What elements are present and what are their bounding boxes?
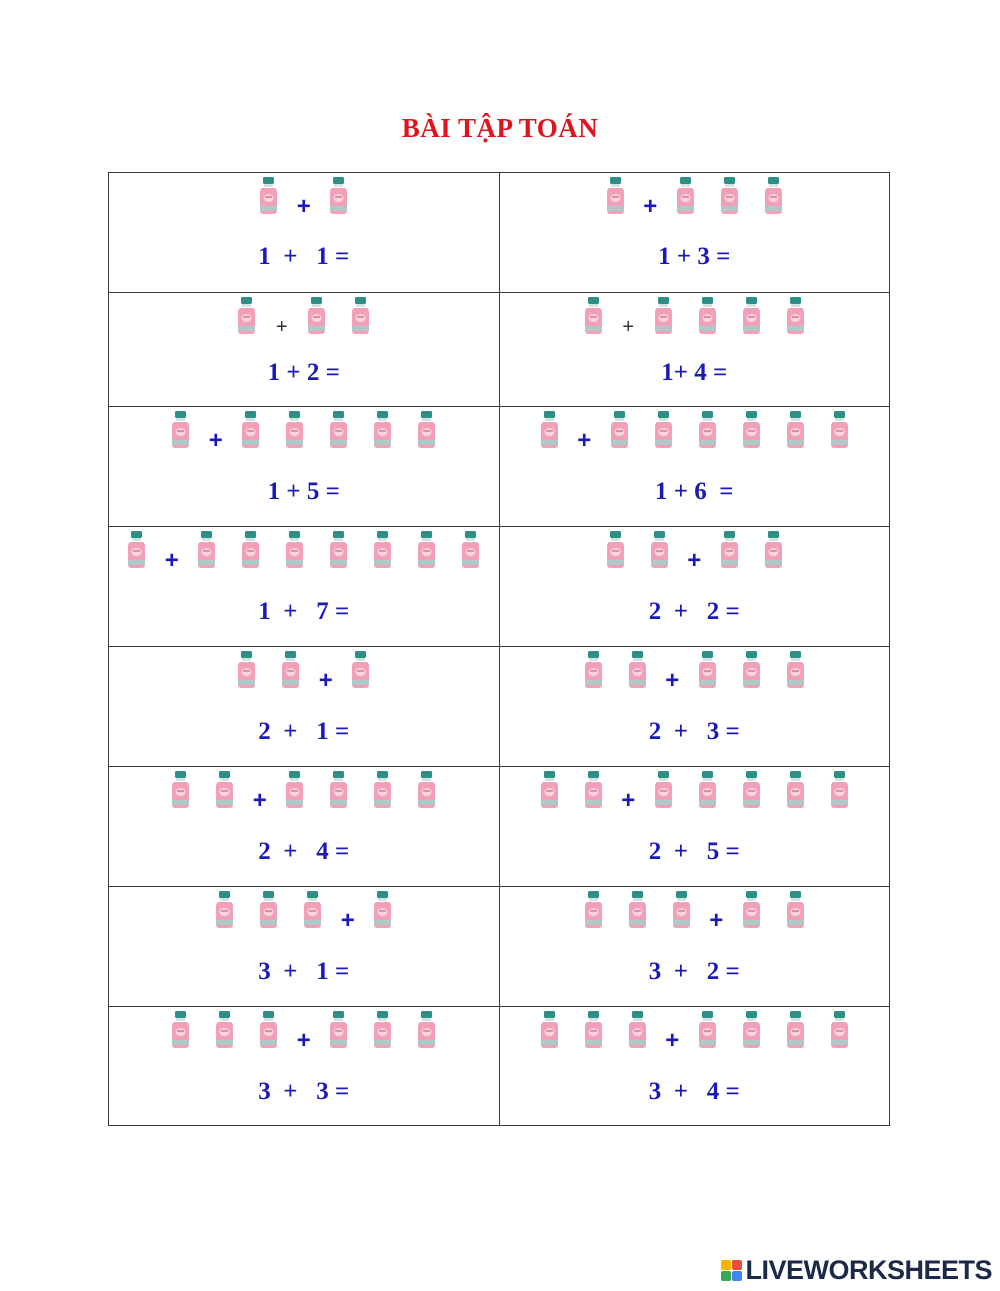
pink-bottle-icon	[729, 297, 773, 335]
pink-bottle-icon	[361, 531, 405, 569]
pink-bottle-icon	[229, 531, 273, 569]
pink-bottle-icon	[707, 177, 751, 215]
exercise-cell	[499, 527, 890, 647]
plus-sign: +	[621, 787, 636, 814]
exercise-row	[109, 1007, 890, 1126]
exercise-cell	[499, 887, 890, 1007]
pink-bottle-icon	[203, 771, 247, 809]
plus-sign: +	[296, 1027, 311, 1054]
exercise-cell	[109, 887, 500, 1007]
pink-bottle-icon	[527, 411, 571, 449]
plus-sign: +	[252, 787, 267, 814]
equation-text: 2 + 5 =	[648, 838, 740, 865]
pink-bottle-icon	[637, 531, 681, 569]
pink-bottle-icon	[317, 771, 361, 809]
bottle-group	[109, 651, 499, 693]
exercise-row	[109, 527, 890, 647]
pink-bottle-icon	[405, 411, 449, 449]
pink-bottle-icon	[159, 771, 203, 809]
pink-bottle-icon	[247, 1011, 291, 1049]
pink-bottle-icon	[817, 411, 861, 449]
pink-bottle-icon	[729, 771, 773, 809]
logo-text: LIVEWORKSHEETS	[745, 1255, 992, 1285]
plus-sign: +	[275, 316, 288, 338]
plus-sign: +	[622, 316, 635, 338]
bottle-group	[500, 1011, 890, 1053]
logo-badge-icon	[721, 1260, 742, 1281]
equation-text: 1+ 4 =	[661, 359, 728, 386]
pink-bottle-icon	[185, 531, 229, 569]
bottle-group	[109, 177, 499, 219]
pink-bottle-icon	[115, 531, 159, 569]
pink-bottle-icon	[773, 297, 817, 335]
equation-text: 3 + 4 =	[648, 1078, 740, 1105]
exercise-table	[108, 172, 890, 1126]
exercise-cell	[109, 407, 500, 527]
page-title: BÀI TẬP TOÁN	[401, 113, 599, 143]
pink-bottle-icon	[317, 531, 361, 569]
pink-bottle-icon	[405, 771, 449, 809]
plus-sign: +	[687, 547, 702, 574]
pink-bottle-icon	[571, 297, 615, 335]
exercise-cell	[109, 1007, 500, 1126]
pink-bottle-icon	[571, 1011, 615, 1049]
pink-bottle-icon	[685, 651, 729, 689]
equation-text: 1 + 5 =	[267, 478, 340, 505]
pink-bottle-icon	[817, 1011, 861, 1049]
equation-text: 1 + 3 =	[658, 243, 731, 270]
exercise-cell	[109, 767, 500, 887]
pink-bottle-icon	[751, 531, 795, 569]
plus-sign: +	[643, 193, 658, 220]
equation-text: 1 + 1 =	[258, 243, 350, 270]
pink-bottle-icon	[269, 651, 313, 689]
exercise-row	[109, 767, 890, 887]
pink-bottle-icon	[773, 651, 817, 689]
pink-bottle-icon	[659, 891, 703, 929]
plus-sign: +	[296, 193, 311, 220]
pink-bottle-icon	[527, 1011, 571, 1049]
pink-bottle-icon	[203, 1011, 247, 1049]
pink-bottle-icon	[361, 891, 405, 929]
pink-bottle-icon	[295, 297, 339, 335]
plus-sign: +	[164, 547, 179, 574]
bottle-group	[500, 411, 890, 453]
pink-bottle-icon	[571, 771, 615, 809]
equation-text: 3 + 2 =	[648, 958, 740, 985]
pink-bottle-icon	[685, 297, 729, 335]
pink-bottle-icon	[773, 411, 817, 449]
plus-sign: +	[208, 427, 223, 454]
pink-bottle-icon	[159, 1011, 203, 1049]
plus-sign: +	[340, 907, 355, 934]
pink-bottle-icon	[317, 177, 361, 215]
pink-bottle-icon	[361, 771, 405, 809]
equation-text: 1 + 6 =	[655, 478, 734, 505]
exercise-cell	[499, 173, 890, 293]
equation-text: 3 + 3 =	[258, 1078, 350, 1105]
pink-bottle-icon	[405, 1011, 449, 1049]
pink-bottle-icon	[247, 891, 291, 929]
pink-bottle-icon	[361, 1011, 405, 1049]
exercise-cell	[109, 173, 500, 293]
exercise-cell	[109, 293, 500, 407]
exercise-row	[109, 647, 890, 767]
pink-bottle-icon	[773, 771, 817, 809]
equation-text: 3 + 1 =	[258, 958, 350, 985]
plus-sign: +	[665, 667, 680, 694]
exercise-cell	[109, 647, 500, 767]
bottle-group	[109, 771, 499, 813]
exercise-cell	[499, 647, 890, 767]
equation-text: 2 + 3 =	[648, 718, 740, 745]
pink-bottle-icon	[615, 1011, 659, 1049]
pink-bottle-icon	[685, 411, 729, 449]
pink-bottle-icon	[729, 1011, 773, 1049]
pink-bottle-icon	[663, 177, 707, 215]
pink-bottle-icon	[159, 411, 203, 449]
pink-bottle-icon	[729, 651, 773, 689]
exercise-row	[109, 407, 890, 527]
plus-sign: +	[665, 1027, 680, 1054]
pink-bottle-icon	[685, 771, 729, 809]
pink-bottle-icon	[229, 411, 273, 449]
exercise-cell	[499, 293, 890, 407]
pink-bottle-icon	[339, 651, 383, 689]
exercise-row	[109, 173, 890, 293]
liveworksheets-logo	[721, 1255, 992, 1286]
equation-text: 1 + 7 =	[258, 598, 350, 625]
bottle-group	[500, 771, 890, 813]
pink-bottle-icon	[817, 771, 861, 809]
pink-bottle-icon	[615, 651, 659, 689]
bottle-group	[500, 531, 890, 573]
pink-bottle-icon	[597, 411, 641, 449]
pink-bottle-icon	[571, 891, 615, 929]
bottle-group	[500, 297, 890, 339]
pink-bottle-icon	[317, 411, 361, 449]
exercise-cell	[499, 767, 890, 887]
bottle-group	[500, 651, 890, 693]
plus-sign: +	[577, 427, 592, 454]
exercise-cell	[499, 1007, 890, 1126]
pink-bottle-icon	[339, 297, 383, 335]
pink-bottle-icon	[593, 177, 637, 215]
pink-bottle-icon	[729, 891, 773, 929]
pink-bottle-icon	[405, 531, 449, 569]
pink-bottle-icon	[641, 411, 685, 449]
plus-sign: +	[709, 907, 724, 934]
bottle-group	[109, 297, 499, 339]
plus-sign: +	[318, 667, 333, 694]
pink-bottle-icon	[225, 297, 269, 335]
bottle-group	[500, 177, 890, 219]
bottle-group	[500, 891, 890, 933]
pink-bottle-icon	[593, 531, 637, 569]
bottle-group	[109, 1011, 499, 1053]
equation-text: 2 + 1 =	[258, 718, 350, 745]
pink-bottle-icon	[571, 651, 615, 689]
pink-bottle-icon	[615, 891, 659, 929]
pink-bottle-icon	[641, 297, 685, 335]
pink-bottle-icon	[247, 177, 291, 215]
bottle-group	[109, 411, 499, 453]
pink-bottle-icon	[317, 1011, 361, 1049]
pink-bottle-icon	[291, 891, 335, 929]
pink-bottle-icon	[273, 411, 317, 449]
pink-bottle-icon	[773, 891, 817, 929]
pink-bottle-icon	[707, 531, 751, 569]
exercise-cell	[109, 527, 500, 647]
pink-bottle-icon	[527, 771, 571, 809]
pink-bottle-icon	[751, 177, 795, 215]
pink-bottle-icon	[203, 891, 247, 929]
pink-bottle-icon	[273, 531, 317, 569]
exercise-cell	[499, 407, 890, 527]
pink-bottle-icon	[773, 1011, 817, 1049]
pink-bottle-icon	[225, 651, 269, 689]
bottle-group	[109, 891, 499, 933]
pink-bottle-icon	[449, 531, 493, 569]
bottle-group	[109, 531, 499, 573]
pink-bottle-icon	[273, 771, 317, 809]
pink-bottle-icon	[685, 1011, 729, 1049]
exercise-row	[109, 887, 890, 1007]
equation-text: 1 + 2 =	[267, 359, 340, 386]
pink-bottle-icon	[641, 771, 685, 809]
equation-text: 2 + 2 =	[648, 598, 740, 625]
pink-bottle-icon	[729, 411, 773, 449]
pink-bottle-icon	[361, 411, 405, 449]
equation-text: 2 + 4 =	[258, 838, 350, 865]
exercise-row	[109, 293, 890, 407]
